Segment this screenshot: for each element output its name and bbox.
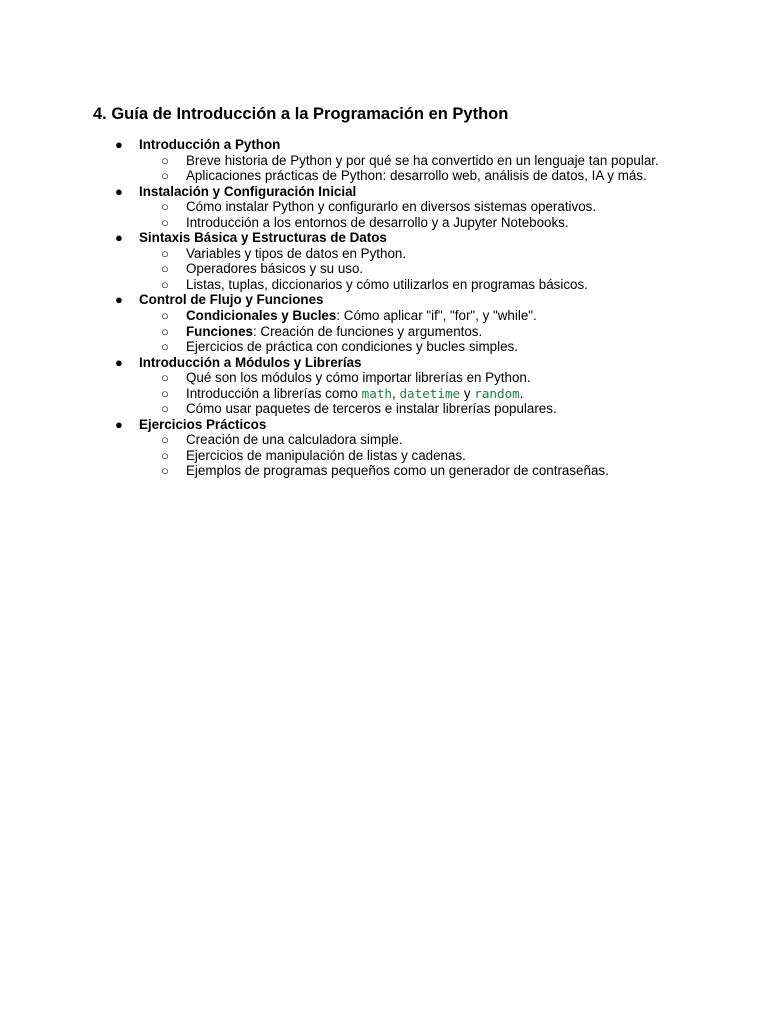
- list-item: [93, 339, 686, 355]
- filled-bullet-icon: ●: [115, 230, 123, 246]
- hollow-bullet-icon: ○: [161, 447, 169, 463]
- list-item-text: Operadores básicos y su uso.: [186, 261, 364, 277]
- list-item: [93, 386, 686, 402]
- list-item-text: Breve historia de Python y por qué se ha convertido en un lenguaje tan popular.: [186, 152, 659, 168]
- list-item-text: Introducción a librerías como: [186, 385, 362, 401]
- hollow-bullet-icon: ○: [161, 385, 169, 401]
- hollow-bullet-icon: ○: [161, 168, 169, 184]
- document-title: 4. Guía de Introducción a la Programación en Python: [93, 105, 509, 123]
- section-heading: Ejercicios Prácticos: [139, 416, 267, 432]
- list-item-text: Ejercicios de manipulación de listas y cadenas.: [186, 447, 466, 463]
- list-item-text: : Cómo aplicar "if", "for", y "while".: [336, 308, 537, 324]
- list-item-text: Variables y tipos de datos en Python.: [186, 245, 407, 261]
- section-heading: Introducción a Python: [139, 137, 281, 152]
- hollow-bullet-icon: ○: [161, 339, 169, 355]
- hollow-bullet-icon: ○: [161, 245, 169, 261]
- section-modulos: [93, 355, 693, 417]
- inline-code-math: math: [361, 385, 392, 401]
- hollow-bullet-icon: ○: [161, 276, 169, 292]
- filled-bullet-icon: ●: [115, 354, 123, 370]
- section-heading: Sintaxis Básica y Estructuras de Datos: [139, 230, 387, 246]
- list-item: [93, 215, 686, 231]
- list-item: [93, 308, 686, 324]
- filled-bullet-icon: ●: [115, 416, 123, 432]
- section-sintaxis: [93, 230, 693, 292]
- list-item-text: Ejercicios de práctica con condiciones y bucles simples.: [186, 339, 518, 355]
- section-heading: Introducción a Módulos y Librerías: [139, 354, 362, 370]
- hollow-bullet-icon: ○: [161, 370, 169, 386]
- hollow-bullet-icon: ○: [161, 152, 169, 168]
- list-item: [93, 277, 686, 293]
- hollow-bullet-icon: ○: [161, 261, 169, 277]
- list-item-text: Introducción a los entornos de desarrollo y a Jupyter Notebooks.: [186, 214, 569, 230]
- outline-list: [93, 137, 693, 479]
- list-item-text: Cómo instalar Python y configurarlo en diversos sistemas operativos.: [186, 199, 597, 215]
- list-item: [93, 168, 686, 184]
- hollow-bullet-icon: ○: [161, 308, 169, 324]
- list-item-text: : Creación de funciones y argumentos.: [252, 323, 483, 339]
- list-item-text: y: [460, 385, 475, 401]
- list-item-term: Funciones: [186, 323, 253, 339]
- section-introduccion-python: [93, 137, 693, 184]
- list-item: [93, 261, 686, 277]
- list-item: [93, 463, 686, 479]
- hollow-bullet-icon: ○: [161, 214, 169, 230]
- hollow-bullet-icon: ○: [161, 463, 169, 479]
- list-item-text: ,: [392, 385, 400, 401]
- list-item-text: .: [519, 385, 524, 401]
- list-item: [93, 324, 686, 340]
- list-item: [93, 246, 686, 262]
- list-item-text: Cómo usar paquetes de terceros e instalar librerías populares.: [186, 401, 557, 417]
- inline-code-datetime: datetime: [399, 385, 461, 401]
- hollow-bullet-icon: ○: [161, 199, 169, 215]
- list-item: [93, 401, 686, 417]
- list-item: [93, 153, 686, 169]
- hollow-bullet-icon: ○: [161, 432, 169, 448]
- list-item-text: Aplicaciones prácticas de Python: desarrollo web, análisis de datos, IA y más.: [186, 168, 647, 184]
- filled-bullet-icon: ●: [115, 183, 123, 199]
- list-item: [93, 432, 686, 448]
- section-heading: Control de Flujo y Funciones: [139, 292, 324, 308]
- hollow-bullet-icon: ○: [161, 401, 169, 417]
- list-item: [93, 199, 686, 215]
- list-item-text: Listas, tuplas, diccionarios y cómo utilizarlos en programas básicos.: [186, 276, 588, 292]
- hollow-bullet-icon: ○: [161, 323, 169, 339]
- list-item: [93, 448, 686, 464]
- section-instalacion: [93, 184, 693, 231]
- section-ejercicios: [93, 417, 693, 479]
- list-item-term: Condicionales y Bucles: [186, 308, 337, 324]
- list-item-text: Creación de una calculadora simple.: [186, 432, 403, 448]
- list-item-text: Qué son los módulos y cómo importar librerías en Python.: [186, 370, 531, 386]
- inline-code-random: random: [474, 385, 520, 401]
- list-item: [93, 370, 686, 386]
- section-control-flujo: [93, 292, 693, 354]
- list-item-text: Ejemplos de programas pequeños como un generador de contraseñas.: [186, 463, 609, 479]
- filled-bullet-icon: ●: [115, 292, 123, 308]
- filled-bullet-icon: ●: [115, 137, 123, 152]
- section-heading: Instalación y Configuración Inicial: [139, 183, 357, 199]
